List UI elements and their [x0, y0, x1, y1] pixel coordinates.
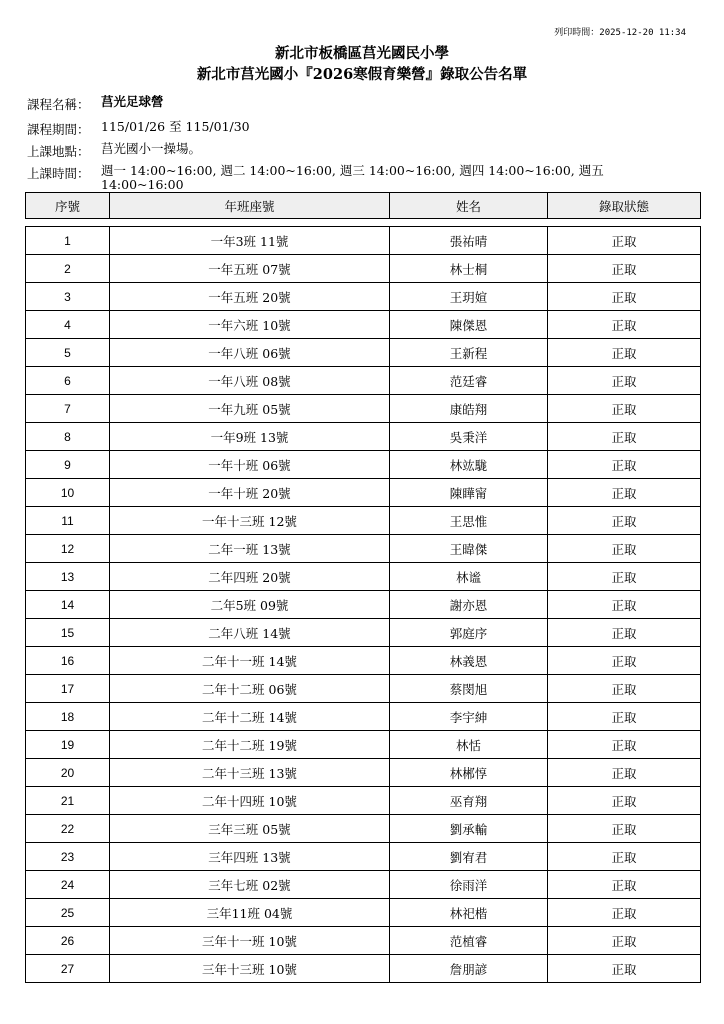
table-row — [26, 535, 701, 563]
row-seq: 25 — [26, 899, 110, 927]
row-name: 王思惟 — [390, 507, 548, 535]
row-name: 吳秉洋 — [390, 423, 548, 451]
row-status: 正取 — [548, 703, 701, 731]
row-status: 正取 — [548, 843, 701, 871]
table-row — [26, 507, 701, 535]
row-class-seat: 一年9班 13號 — [110, 423, 390, 451]
header-seq: 序號 — [26, 193, 110, 219]
table-row — [26, 899, 701, 927]
row-name: 林竑駹 — [390, 451, 548, 479]
table-row — [26, 591, 701, 619]
row-seq: 4 — [26, 311, 110, 339]
row-seq: 14 — [26, 591, 110, 619]
table-row — [26, 787, 701, 815]
row-status: 正取 — [548, 787, 701, 815]
row-seq: 20 — [26, 759, 110, 787]
row-name: 巫育翔 — [390, 787, 548, 815]
row-seq: 12 — [26, 535, 110, 563]
table-row — [26, 675, 701, 703]
header-row — [26, 193, 701, 219]
row-name: 徐雨洋 — [390, 871, 548, 899]
header-name: 姓名 — [390, 193, 548, 219]
row-status: 正取 — [548, 759, 701, 787]
row-class-seat: 三年十三班 10號 — [110, 955, 390, 983]
admission-table — [25, 226, 701, 983]
row-class-seat: 三年四班 13號 — [110, 843, 390, 871]
row-name: 劉承輸 — [390, 815, 548, 843]
row-name: 林士桐 — [390, 255, 548, 283]
header-class-seat: 年班座號 — [110, 193, 390, 219]
row-status: 正取 — [548, 227, 701, 255]
class-time-label: 上課時間： — [27, 166, 90, 181]
table-row — [26, 451, 701, 479]
row-status: 正取 — [548, 367, 701, 395]
row-name: 林谧 — [390, 563, 548, 591]
row-status: 正取 — [548, 451, 701, 479]
row-name: 范廷睿 — [390, 367, 548, 395]
row-status: 正取 — [548, 507, 701, 535]
row-seq: 21 — [26, 787, 110, 815]
row-name: 李宇紳 — [390, 703, 548, 731]
row-status: 正取 — [548, 871, 701, 899]
row-seq: 8 — [26, 423, 110, 451]
row-status: 正取 — [548, 731, 701, 759]
row-name: 張祐晴 — [390, 227, 548, 255]
row-status: 正取 — [548, 955, 701, 983]
list-title: 新北市莒光國小『2026寒假育樂營』錄取公告名單 — [196, 66, 528, 83]
row-class-seat: 一年八班 08號 — [110, 367, 390, 395]
table-row — [26, 927, 701, 955]
row-class-seat: 一年五班 07號 — [110, 255, 390, 283]
table-row — [26, 815, 701, 843]
table-row — [26, 619, 701, 647]
school-title: 新北市板橋區莒光國民小學 — [275, 45, 449, 62]
row-status: 正取 — [548, 395, 701, 423]
header-status: 錄取狀態 — [548, 193, 701, 219]
row-class-seat: 三年十一班 10號 — [110, 927, 390, 955]
print-timestamp: 列印時間：2025-12-20 11:34 — [554, 28, 686, 38]
row-status: 正取 — [548, 339, 701, 367]
row-name: 劉宥君 — [390, 843, 548, 871]
row-name: 林祀楷 — [390, 899, 548, 927]
admission-table-body — [26, 227, 701, 983]
row-class-seat: 二年四班 20號 — [110, 563, 390, 591]
row-class-seat: 一年五班 20號 — [110, 283, 390, 311]
row-class-seat: 一年3班 11號 — [110, 227, 390, 255]
location-label: 上課地點： — [27, 144, 90, 159]
row-class-seat: 一年八班 06號 — [110, 339, 390, 367]
row-seq: 17 — [26, 675, 110, 703]
table-row — [26, 283, 701, 311]
row-class-seat: 二年5班 09號 — [110, 591, 390, 619]
table-row — [26, 367, 701, 395]
table-row — [26, 339, 701, 367]
row-name: 林義恩 — [390, 647, 548, 675]
row-status: 正取 — [548, 535, 701, 563]
row-seq: 13 — [26, 563, 110, 591]
table-row — [26, 731, 701, 759]
table-row — [26, 955, 701, 983]
row-seq: 15 — [26, 619, 110, 647]
row-seq: 7 — [26, 395, 110, 423]
table-row — [26, 255, 701, 283]
row-class-seat: 一年十班 20號 — [110, 479, 390, 507]
row-seq: 19 — [26, 731, 110, 759]
row-class-seat: 一年十三班 12號 — [110, 507, 390, 535]
row-name: 王玥媗 — [390, 283, 548, 311]
row-name: 王暐傑 — [390, 535, 548, 563]
row-name: 郭庭序 — [390, 619, 548, 647]
row-class-seat: 二年十四班 10號 — [110, 787, 390, 815]
row-seq: 11 — [26, 507, 110, 535]
row-status: 正取 — [548, 675, 701, 703]
row-class-seat: 三年三班 05號 — [110, 815, 390, 843]
row-seq: 18 — [26, 703, 110, 731]
row-name: 陳傑恩 — [390, 311, 548, 339]
row-seq: 24 — [26, 871, 110, 899]
row-class-seat: 二年一班 13號 — [110, 535, 390, 563]
location-value: 莒光國小一操場。 — [101, 141, 202, 156]
course-name-label: 課程名稱： — [27, 97, 90, 112]
table-row — [26, 759, 701, 787]
row-status: 正取 — [548, 283, 701, 311]
row-seq: 3 — [26, 283, 110, 311]
row-name: 陳瞱甯 — [390, 479, 548, 507]
row-status: 正取 — [548, 619, 701, 647]
row-status: 正取 — [548, 423, 701, 451]
row-class-seat: 二年十一班 14號 — [110, 647, 390, 675]
row-seq: 9 — [26, 451, 110, 479]
row-status: 正取 — [548, 927, 701, 955]
row-class-seat: 一年六班 10號 — [110, 311, 390, 339]
row-status: 正取 — [548, 899, 701, 927]
row-seq: 23 — [26, 843, 110, 871]
row-class-seat: 二年十二班 14號 — [110, 703, 390, 731]
row-class-seat: 二年十二班 19號 — [110, 731, 390, 759]
table-row — [26, 843, 701, 871]
table-row — [26, 703, 701, 731]
row-status: 正取 — [548, 815, 701, 843]
course-name-value: 莒光足球營 — [101, 94, 164, 109]
row-seq: 16 — [26, 647, 110, 675]
row-status: 正取 — [548, 311, 701, 339]
class-time-value: 週一 14:00~16:00, 週二 14:00~16:00, 週三 14:00~16:00, 週四 14:00~16:00, 週五 14:00~16:00 — [101, 163, 604, 192]
row-status: 正取 — [548, 647, 701, 675]
row-class-seat: 二年十三班 13號 — [110, 759, 390, 787]
row-status: 正取 — [548, 563, 701, 591]
row-name: 范植睿 — [390, 927, 548, 955]
row-seq: 6 — [26, 367, 110, 395]
row-seq: 1 — [26, 227, 110, 255]
row-class-seat: 三年11班 04號 — [110, 899, 390, 927]
row-seq: 10 — [26, 479, 110, 507]
table-row — [26, 395, 701, 423]
row-name: 王新程 — [390, 339, 548, 367]
row-seq: 22 — [26, 815, 110, 843]
table-row — [26, 647, 701, 675]
row-name: 蔡閔旭 — [390, 675, 548, 703]
row-name: 林恬 — [390, 731, 548, 759]
row-status: 正取 — [548, 255, 701, 283]
row-class-seat: 二年八班 14號 — [110, 619, 390, 647]
course-period-value: 115/01/26 至 115/01/30 — [101, 119, 250, 134]
table-row — [26, 311, 701, 339]
row-status: 正取 — [548, 479, 701, 507]
table-row — [26, 563, 701, 591]
row-name: 謝亦恩 — [390, 591, 548, 619]
row-class-seat: 三年七班 02號 — [110, 871, 390, 899]
row-name: 詹朋諺 — [390, 955, 548, 983]
row-seq: 27 — [26, 955, 110, 983]
row-status: 正取 — [548, 591, 701, 619]
table-row — [26, 227, 701, 255]
row-class-seat: 一年十班 06號 — [110, 451, 390, 479]
row-seq: 2 — [26, 255, 110, 283]
course-period-label: 課程期間： — [27, 122, 90, 137]
row-seq: 26 — [26, 927, 110, 955]
table-row — [26, 479, 701, 507]
row-name: 康皓翔 — [390, 395, 548, 423]
row-class-seat: 二年十二班 06號 — [110, 675, 390, 703]
table-header — [25, 192, 701, 219]
table-row — [26, 423, 701, 451]
table-row — [26, 871, 701, 899]
row-name: 林郴惇 — [390, 759, 548, 787]
row-class-seat: 一年九班 05號 — [110, 395, 390, 423]
row-seq: 5 — [26, 339, 110, 367]
